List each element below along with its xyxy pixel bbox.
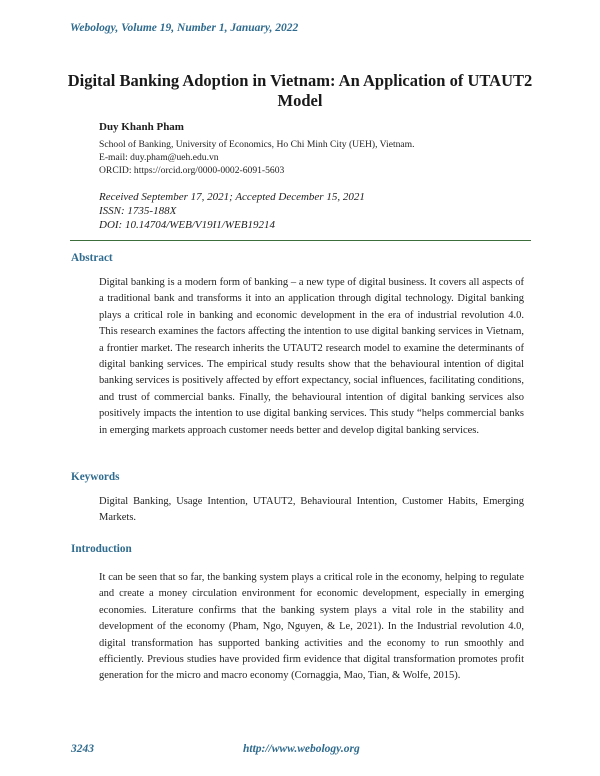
keywords-heading: Keywords	[71, 471, 120, 483]
author-orcid: ORCID: https://orcid.org/0000-0002-6091-5603	[99, 165, 285, 176]
page-number: 3243	[71, 743, 94, 755]
keywords-text: Digital Banking, Usage Intention, UTAUT2, Behavioural Intention, Customer Habits, Emerging Markets.	[99, 496, 524, 524]
article-title: Digital Banking Adoption in Vietnam: An Application of UTAUT2 Model	[67, 71, 533, 110]
author-affiliation: School of Banking, University of Economics, Ho Chi Minh City (UEH), Vietnam.	[99, 139, 415, 150]
author-name: Duy Khanh Pham	[99, 121, 184, 133]
doi: DOI: 10.14704/WEB/V19I1/WEB19214	[99, 219, 275, 231]
issn: ISSN: 1735-188X	[99, 205, 177, 217]
header-divider	[70, 240, 531, 241]
abstract-text: Digital banking is a modern form of banking – a new type of digital business. It covers all aspects of a traditional bank and transforms it into an application through digital technology. Digital banking plays a critical role in banking and economic development in the era of industrial revolution 4.0. This research examines the factors affecting the intention to use digital banking services in Vietnam, a frontier market. The research inherits the UTAUT2 research model to examine the determinants of digital banking services. The empirical study results show that the behavioural intention of digital banking services is positively affected by effort expectancy, social influences, facilitating conditions, and trust of commercial banks. Finally, the behavioural intention of digital banking services also positively impacts the intention to use digital banking services. This study “helps commercial banks in emerging markets approach customer needs better and develop digital banking services.	[99, 277, 524, 436]
introduction-heading: Introduction	[71, 543, 132, 555]
journal-header: Webology, Volume 19, Number 1, January, 2022	[70, 22, 299, 34]
received-dates: Received September 17, 2021; Accepted December 15, 2021	[99, 191, 365, 203]
author-email: E-mail: duy.pham@ueh.edu.vn	[99, 152, 219, 163]
introduction-text: It can be seen that so far, the banking system plays a critical role in the economy, helping to regulate and create a money circulation environment for economic development, especially in emerging economies. Literature confirms that the banking system plays a vital role in the stability and development of the economy (Pham, Ngo, Nguyen, & Le, 2021). In the Industrial revolution 4.0, digital transformation has supported banking activities and the economy to run smoothly and efficiently. Previous studies have provided firm evidence that digital transformation promotes profit generation for the micro and macro economy (Cornaggia, Mao, Tian, & Wolfe, 2015).	[99, 572, 524, 682]
abstract-heading: Abstract	[71, 252, 113, 264]
footer-url: http://www.webology.org	[243, 743, 360, 755]
